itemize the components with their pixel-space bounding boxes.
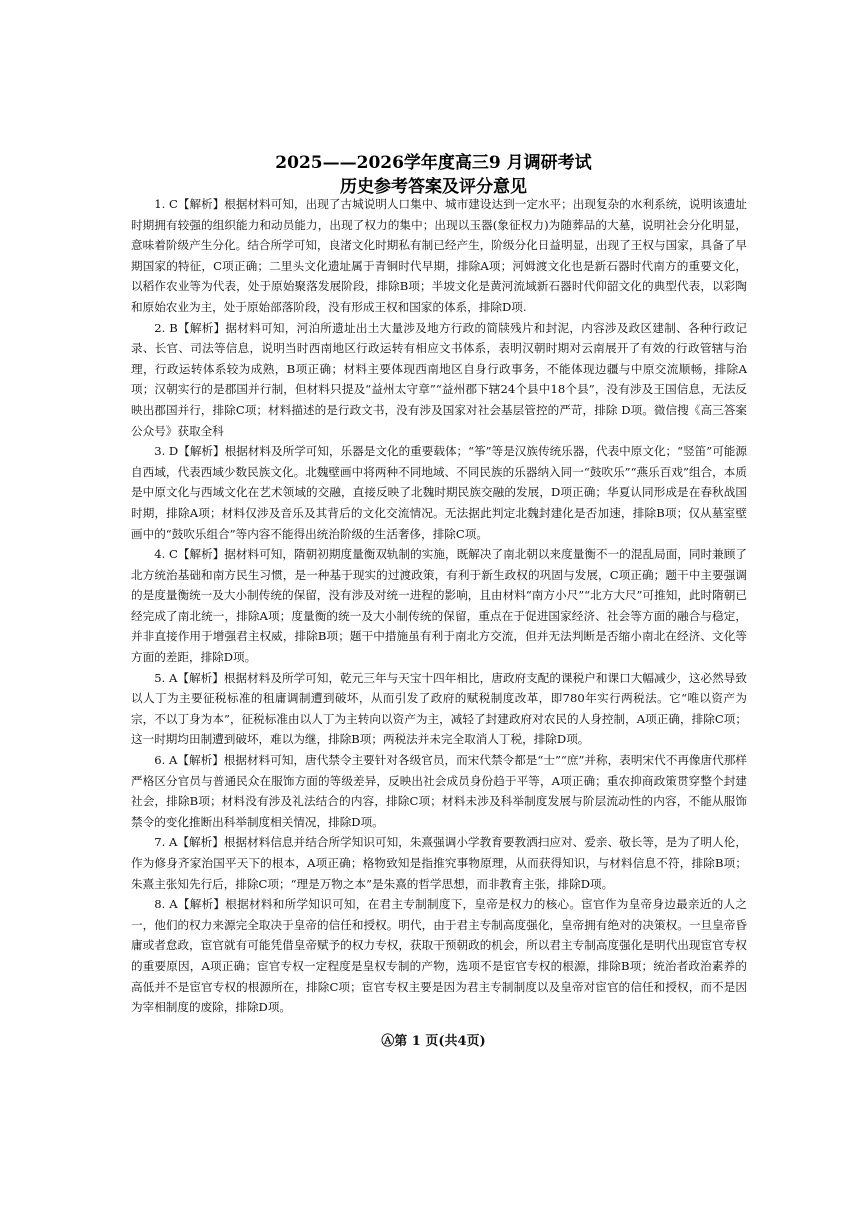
exam-title: 2025——2026学年度高三9 月调研考试: [275, 153, 592, 173]
answer-item-8: 8. A【解析】根据材料和所学知识可知，在君主专制制度下，皇帝是权力的核心。宦官作为皇帝身边最亲近的人之一，他们的权力来源完全取决于皇帝的信任和授权。明代，由于君主专制高度强化，皇帝拥有绝对的决策权。一旦皇帝昏庸或者怠政，宦官就有可能凭借皇帝赋予的权力专权，获取干预朝政的机会，所以君主专制高度强化是明代出现宦官专权的重要原因，A项正确；宦官专权一定程度是皇权专制的产物，选项不是宦官专权的根源，排除B项；统治者政治素养的高低并不是宦官专权的根源所在，排除C项；宦官专权主要是因为君主专制制度以及皇帝对宦官的信任和授权，而不是因为宰相制度的废除，排除D项。: [131, 897, 747, 1015]
answer-item-2: 2. B【解析】据材料可知，河泊所遗址出土大量涉及地方行政的简牍残片和封泥，内容涉及政区建制、各种行政记录、长官、司法等信息，说明当时西南地区行政运转有相应文书体系，表明汉朝时期对云南展开了有效的行政管辖与治理，行政运转体系较为成熟，B项正确；材料主要体现西南地区自身行政事务，不能体现边疆与中原交流顺畅，排除A项；汉朝实行的是郡国并行制，但材料只提及“益州太守章”“益州郡下辖24个县中18个县”，没有涉及王国信息，无法反映出郡国并行，排除C项；材料描述的是行政文书，没有涉及国家对社会基层管控的严苛，排除 D项。微信搜《高三答案公众号》获取全科: [131, 320, 747, 438]
document-subtitle: 历史参考答案及评分意见: [340, 177, 527, 197]
answer-item-6: 6. A【解析】根据材料可知，唐代禁令主要针对各级官员，而宋代禁令都是“士”“庶”并称，表明宋代不再像唐代那样严格区分官员与普通民众在服饰方面的等级差异，反映出社会成员身份趋于平等，A项正确；重农抑商政策贯穿整个封建社会，排除B项；材料没有涉及礼法结合的内容，排除C项；材料未涉及科举制度发展与阶层流动性的内容，不能从服饰禁令的变化推断出科举制度相关情况，排除D项。: [131, 753, 747, 829]
answer-item-1: 1. C【解析】根据材料可知，出现了古城说明人口集中、城市建设达到一定水平；出现复杂的水利系统，说明该遗址时期拥有较强的组织能力和动员能力，出现了权力的集中；出现以玉器(象征权力)为随葬品的大墓，说明社会分化明显，意味着阶级产生分化。结合所学可知，良渚文化时期私有制已经产生，阶级分化日益明显，出现了王权与国家，具备了早期国家的特征，C项正确；二里头文化遗址属于青铜时代早期，排除A项；河姆渡文化也是新石器时代南方的重要文化，以稻作农业等为代表，处于原始聚落发展阶段，排除B项；半坡文化是黄河流域新石器时代仰韶文化的典型代表，以彩陶和原始农业为主，处于原始部落阶段，没有形成王权和国家的体系，排除D项.: [131, 197, 747, 314]
answer-item-4: 4. C【解析】据材料可知，隋朝初期度量衡双轨制的实施，既解决了南北朝以来度量衡不一的混乱局面，同时兼顾了北方统治基础和南方民生习惯，是一种基于现实的过渡政策，有利于新生政权的巩固与发展，C项正确；题干中主要强调的是度量衡统一及大小制传统的保留，没有涉及对统一进程的影响，且由材料“南方小尺”“北方大尺”可推知，此时隋朝已经完成了南北统一，排除A项；度量衡的统一及大小制传统的保留，重点在于促进国家经济、社会等方面的融合与稳定，并非直接作用于增强君主权威，排除B项；题干中措施虽有利于南北方交流，但并无法判断是否缩小南北在经济、文化等方面的差距，排除D项。: [131, 547, 747, 665]
answer-item-3: 3. D【解析】根据材料及所学可知，乐器是文化的重要载体；“筝”等是汉族传统乐器，代表中原文化；“竖笛”可能源自西域，代表西域少数民族文化。北魏壁画中将两种不同地域、不同民族的乐器纳入同一“鼓吹乐”“燕乐百戏”组合，本质是中原文化与西域文化在艺术领域的交融，直接反映了北魏时期民族交融的发展，D项正确；华夏认同形成是在春秋战国时期，排除A项；材料仅涉及音乐及其背后的文化交流情况。无法据此判定北魏封建化是否加速，排除B项；仅从墓室壁画中的“鼓吹乐组合”等内容不能得出统治阶级的生活奢侈，排除C项。: [131, 444, 747, 541]
answer-list: [131, 194, 747, 1018]
page-footer: Ⓐ第 1 页(共4页): [381, 1034, 486, 1049]
answer-item-5: 5. A【解析】根据材料及所学可知，乾元三年与天宝十四年相比，唐政府支配的课税户和课口大幅减少，这必然导致以人丁为主要征税标准的租庸调制遭到破坏，从而引发了政府的赋税制度改革，即780年实行两税法。它“唯以资产为宗，不以丁身为本”，征税标准由以人丁为主转向以资产为主，减轻了封建政府对农民的人身控制，A项正确，排除C项；这一时期均田制遭到破坏，难以为继，排除B项；两税法并未完全取消人丁税，排除D项。: [131, 670, 747, 747]
answer-item-7: 7. A【解析】根据材料信息并结合所学知识可知，朱熹强调小学教育要教洒扫应对、爱亲、敬长等，是为了明人伦，作为修身齐家治国平天下的根本，A项正确；格物致知是指推究事物原理，从而获得知识，与材料信息不符，排除B项；朱熹主张知先行后，排除C项；“理是万物之本”是朱熹的哲学思想，而非教育主张，排除D项。: [131, 835, 747, 891]
